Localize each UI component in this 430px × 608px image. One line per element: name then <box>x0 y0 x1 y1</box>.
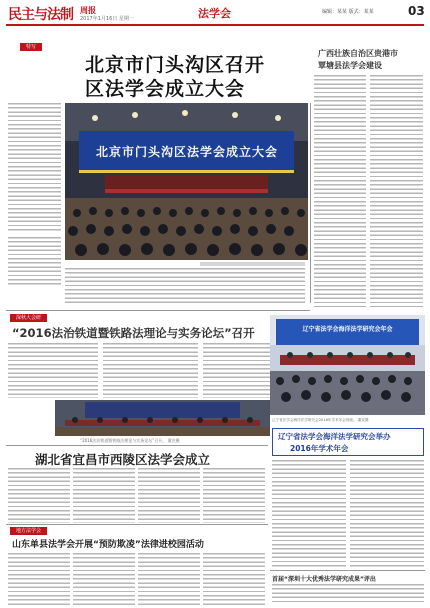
article7-body <box>272 584 424 604</box>
article1-title-line2: 区法学会成立大会 <box>85 78 246 100</box>
article3-title: “2016法治铁道暨铁路法理论与实务论坛”召开 <box>12 326 255 340</box>
article5-body-col1 <box>272 460 346 568</box>
section-separator-2 <box>6 445 268 446</box>
article5-caption: 辽宁省法学会海洋法学研究会2016年学术年会现场。 董宣摄 <box>272 418 369 422</box>
section-separator-1 <box>6 310 310 311</box>
article3-photo <box>55 400 270 436</box>
article2-body-col1 <box>314 75 366 307</box>
article3-body-col1 <box>8 343 98 398</box>
article6-body-col4 <box>203 553 265 605</box>
article4-title: 湖北省宜昌市西陵区法学会成立 <box>35 452 211 467</box>
article6-title: 山东单县法学会开展“预防欺凌”法律进校园活动 <box>12 540 204 550</box>
article1-photo-banner: 北京市门头沟区法学会成立大会 <box>95 145 278 159</box>
article5-title-line2: 2016年学术年会 <box>290 444 349 453</box>
header-rule <box>6 24 424 26</box>
article1-title-line1: 北京市门头沟区召开 <box>85 54 266 76</box>
article5-photo-banner: 辽宁省法学会海洋法学研究会年会 <box>302 326 393 333</box>
article6-tag: 地方法学会 <box>10 527 47 535</box>
article6-body-col1 <box>8 553 70 605</box>
article3-caption: “2016法治铁道暨铁路法理论与实务论坛”召开。 董宣摄 <box>80 438 180 443</box>
issue-date: 2017年1月16日 星期一 <box>80 16 134 22</box>
article3-body-col2 <box>103 343 198 398</box>
article2-title-line1: 广西壮族自治区贵港市 <box>318 49 398 58</box>
article2-body-col2 <box>370 75 423 307</box>
section-separator-3 <box>6 524 268 525</box>
article5-body-col2 <box>350 460 424 568</box>
article4-body-col3 <box>138 468 200 523</box>
section-title: 法学会 <box>198 7 231 20</box>
article1-photo <box>65 103 308 260</box>
newspaper-subtitle: 周报 <box>80 5 96 15</box>
newspaper-logo: 民主与法制 <box>8 7 73 23</box>
page-number: 03 <box>408 4 425 18</box>
article1-photo-caption <box>200 262 305 266</box>
article1-body-col1 <box>8 103 61 233</box>
column-divider <box>310 103 311 303</box>
article6-body-col2 <box>73 553 135 605</box>
article5-photo <box>270 315 425 415</box>
article2-title-line2: 覃塘县法学会建设 <box>318 61 382 70</box>
editor-info: 编辑：某某 版式：某某 <box>322 9 374 15</box>
section-separator-4 <box>270 570 425 571</box>
article1-body-bottom <box>65 268 305 304</box>
article4-body-col1 <box>8 468 70 523</box>
article4-body-col4 <box>203 468 265 523</box>
article7-title: 首届“深圳十大优秀法学研究成果”评出 <box>272 576 376 583</box>
article1-body-col1b <box>8 237 61 287</box>
article6-body-col3 <box>138 553 200 605</box>
article3-tag: 深秋大会研 <box>10 314 47 322</box>
article4-body-col2 <box>73 468 135 523</box>
article5-title-line1: 辽宁省法学会海洋法学研究会举办 <box>278 432 391 441</box>
article1-tag: 特写 <box>20 43 42 51</box>
